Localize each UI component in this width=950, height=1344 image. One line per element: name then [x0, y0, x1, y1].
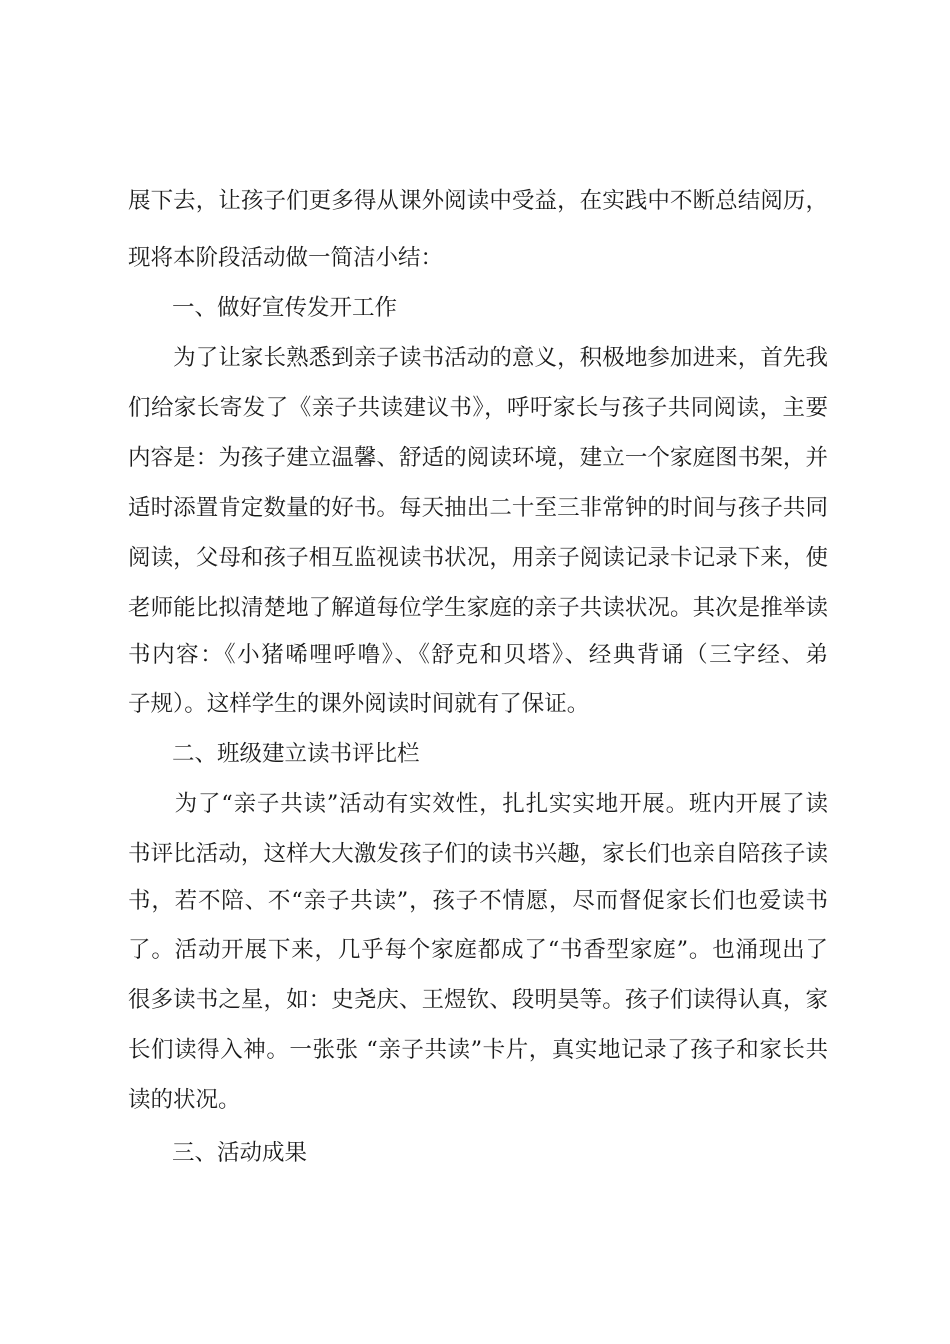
paragraph-line: 读的状况。	[128, 1087, 241, 1113]
paragraph-line: 内容是：为孩子建立温馨、舒适的阅读环境，建立一个家庭图书架，并	[128, 445, 828, 471]
paragraph-line: 子规）。这样学生的课外阅读时间就有了保证。	[128, 691, 590, 717]
paragraph-line: 为了让家长熟悉到亲子读书活动的意义，积极地参加进来，首先我	[128, 345, 828, 371]
intro-line-1: 展下去，让孩子们更多得从课外阅读中受益，在实践中不断总结阅历，	[128, 188, 828, 214]
paragraph-line: 老师能比拟清楚地了解道每位学生家庭的亲子共读状况。其次是推举读	[128, 595, 828, 621]
paragraph-line: 书评比活动，这样大大激发孩子们的读书兴趣，家长们也亲自陪孩子读	[128, 841, 828, 867]
paragraph-line: 书，若不陪、不“亲子共读”，孩子不情愿，尽而督促家长们也爱读书	[128, 888, 828, 914]
intro-line-2: 现将本阶段活动做一简洁小结：	[128, 245, 444, 271]
paragraph-line: 阅读，父母和孩子相互监视读书状况，用亲子阅读记录卡记录下来，使	[128, 545, 828, 571]
paragraph-line: 书内容：《小猪唏哩呼噜》、《舒克和贝塔》、经典背诵（三字经、弟	[128, 642, 828, 668]
paragraph-line: 长们读得入神。一张张 “亲子共读”卡片，真实地记录了孩子和家长共	[128, 1037, 828, 1063]
section-heading-3: 三、活动成果	[172, 1140, 308, 1166]
paragraph-line: 为了“亲子共读”活动有实效性，扎扎实实地开展。班内开展了读	[128, 791, 828, 817]
paragraph-line: 了。活动开展下来，几乎每个家庭都成了“书香型家庭”。也涌现出了	[128, 937, 828, 963]
paragraph-line: 们给家长寄发了《亲子共读建议书》，呼吁家长与孩子共同阅读，主要	[128, 395, 828, 421]
paragraph-line: 很多读书之星，如：史尧庆、王煜钦、段明昊等。孩子们读得认真，家	[128, 987, 828, 1013]
section-heading-2: 二、班级建立读书评比栏	[172, 741, 420, 767]
section-heading-1: 一、做好宣传发开工作	[172, 295, 398, 321]
paragraph-line: 适时添置肯定数量的好书。每天抽出二十至三非常钟的时间与孩子共同	[128, 495, 828, 521]
